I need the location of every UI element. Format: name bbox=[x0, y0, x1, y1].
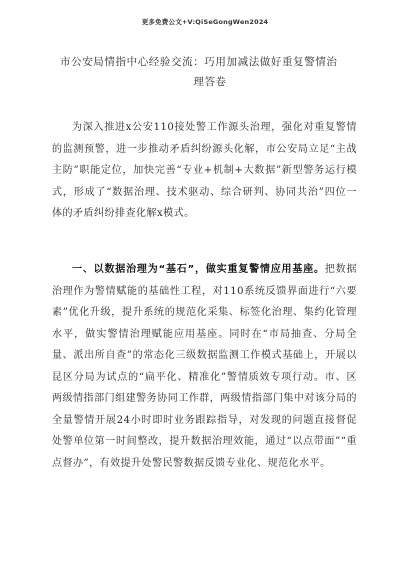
document-title bbox=[60, 52, 360, 92]
intro-paragraph: 为深入推进x公安110接处警工作源头治理，强化对重复警情的监测预警，进一步推动矛盾纠纷源头化解，市公安局立足“主战主防”职能定位，加快完善“专业+机制+大数据”新型警务运行模式，形成了“数据治理、技术驱动、综合研判、协同共治”四位一体的矛盾纠纷排查化解x模式。 bbox=[52, 122, 357, 219]
section-1 bbox=[52, 259, 357, 474]
section-1-heading: 一、以数据治理为“基石”，做实重复警情应用基座。 bbox=[72, 264, 325, 275]
title-line-1: 市公安局情指中心经验交流：巧用加减法做好重复警情治 bbox=[60, 56, 338, 68]
header-banner: 更多免费公文+V:QiSeGongWen2024 bbox=[141, 18, 269, 26]
title-line-2: 理答卷 bbox=[193, 76, 227, 88]
section-1-body: 把数据治理作为警情赋能的基础性工程，对110系统反馈界面进行“六要素”优化升级，提升系统的规范化采集、标签化治理、集约化管理水平，做实警情治理赋能应用基座。同时在“市局抽查、分局全量、派出所自查”的常态化三级数据监测工作模式基础上，开展以昆区分局为试点的“扁平化、精准化”警情质效专项行动。市、区两级情指部门组建警务协同工作群，两级情指部门集中对该分局的全量警情开展24小时即时业务跟踪指导，对发现的问题直接督促处警单位第一时间整改，提升数据治理效能，通过“以点带面”“重点督办”，有效提升处警民警数据反馈专业化、规范化水平。 bbox=[52, 264, 358, 469]
